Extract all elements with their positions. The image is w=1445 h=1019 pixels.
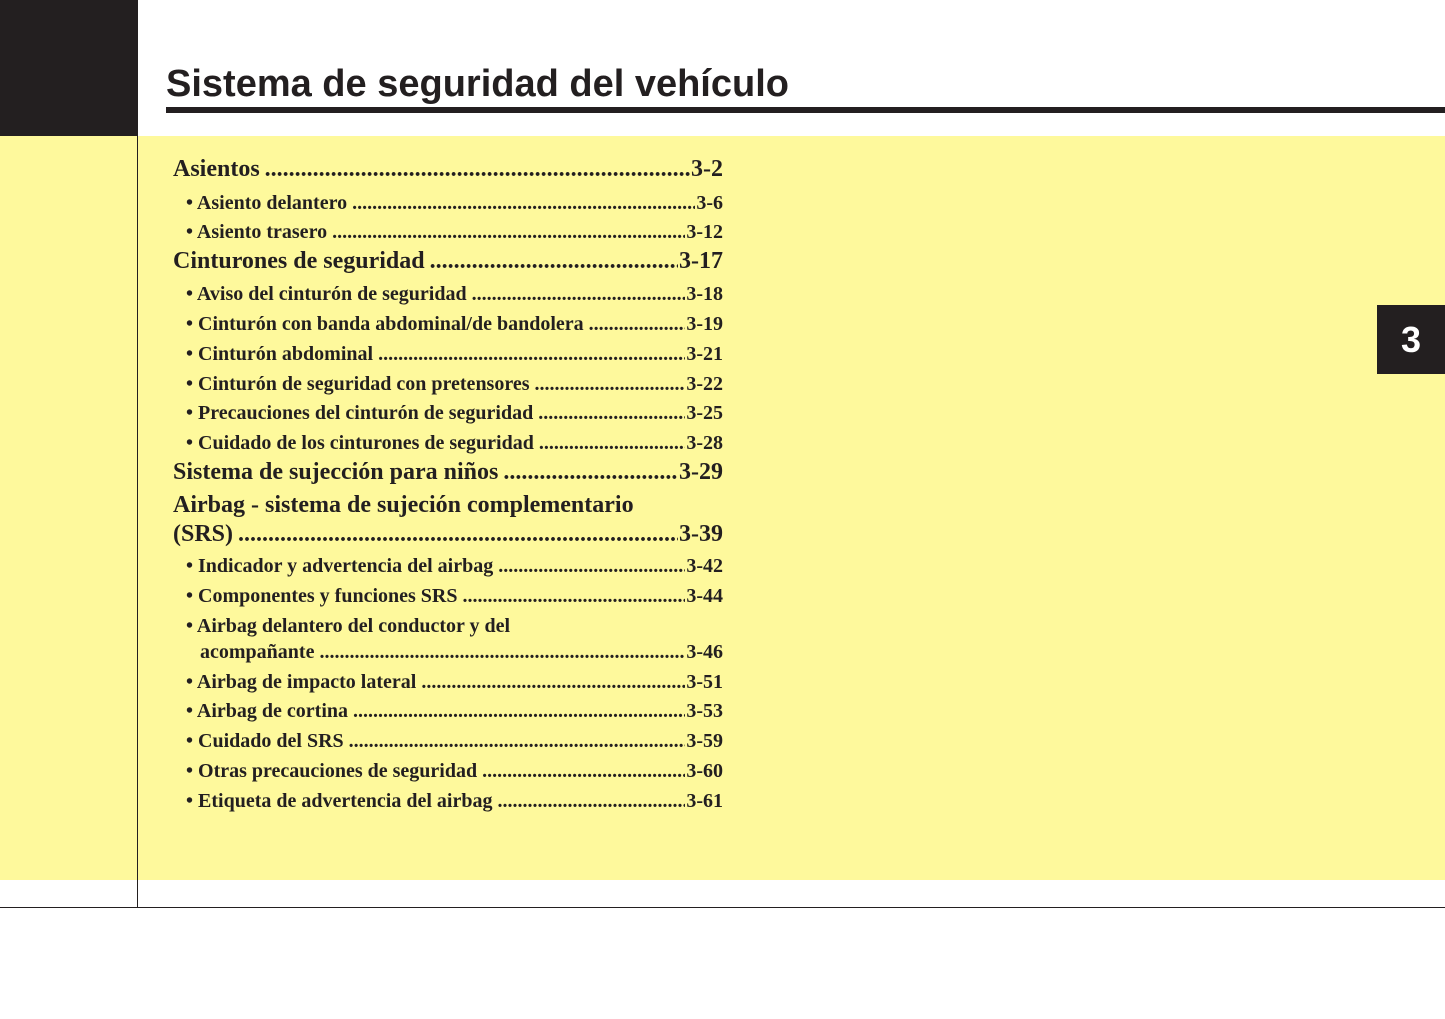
toc-entry-text: Asiento delantero bbox=[196, 192, 348, 214]
toc-entry-page: 3-51 bbox=[686, 671, 723, 693]
bullet-icon: • bbox=[186, 313, 194, 335]
bullet-icon: • bbox=[186, 671, 194, 693]
corner-block bbox=[0, 0, 138, 136]
toc-entry-etiqueta-airbag[interactable] bbox=[173, 790, 723, 813]
toc-entry-label bbox=[186, 432, 534, 455]
toc-entry-aviso-cinturon[interactable] bbox=[173, 283, 723, 306]
toc-entry-label bbox=[186, 671, 416, 694]
toc-entry-page: 3-61 bbox=[686, 790, 723, 812]
toc-entry-label: Cinturones de seguridad bbox=[173, 248, 425, 274]
bullet-icon: • bbox=[186, 615, 194, 637]
bullet-icon: • bbox=[186, 585, 194, 607]
toc-entry-cinturones[interactable] bbox=[173, 248, 723, 275]
toc-leader bbox=[353, 700, 685, 723]
toc-entry-text: Componentes y funciones SRS bbox=[198, 585, 458, 607]
toc-entry-text: Otras precauciones de seguridad bbox=[198, 760, 478, 782]
toc-entry-asiento-delantero[interactable] bbox=[173, 192, 723, 215]
toc-entry-page: 3-39 bbox=[679, 521, 723, 547]
toc-entry-label bbox=[186, 585, 458, 608]
page-title: Sistema de seguridad del vehículo bbox=[166, 63, 789, 105]
toc-leader bbox=[421, 671, 685, 694]
toc-leader bbox=[378, 343, 685, 366]
toc-entry-label: Sistema de sujección para niños bbox=[173, 459, 499, 485]
toc-entry-page: 3-28 bbox=[686, 432, 723, 454]
toc-entry-page: 3-53 bbox=[686, 700, 723, 722]
toc-entry-page: 3-44 bbox=[686, 585, 723, 607]
toc-entry-label bbox=[186, 373, 530, 396]
toc-entry-label bbox=[186, 790, 492, 813]
toc-entry-label bbox=[186, 313, 584, 336]
toc-leader bbox=[238, 521, 678, 548]
toc-entry-label bbox=[186, 730, 344, 753]
toc-entry-indicador-airbag[interactable] bbox=[173, 555, 723, 578]
toc-leader bbox=[589, 313, 686, 336]
toc-panel bbox=[0, 136, 1445, 880]
toc-entry-label bbox=[186, 283, 467, 306]
toc-entry-page: 3-60 bbox=[686, 760, 723, 782]
toc-leader bbox=[463, 585, 686, 608]
toc-entry-label bbox=[186, 402, 533, 425]
toc-leader bbox=[332, 221, 685, 244]
toc-entry-page: 3-19 bbox=[686, 313, 723, 335]
toc-entry-airbag-delantero-line1[interactable] bbox=[173, 615, 510, 638]
toc-entry-text: Cuidado del SRS bbox=[198, 730, 344, 752]
toc-entry-asientos[interactable] bbox=[173, 156, 723, 183]
toc-leader bbox=[349, 730, 686, 753]
toc-entry-label: acompañante bbox=[200, 641, 315, 663]
toc-leader bbox=[319, 641, 685, 664]
toc-entry-text: Cuidado de los cinturones de seguridad bbox=[198, 432, 534, 454]
toc-entry-text: Cinturón abdominal bbox=[198, 343, 374, 365]
toc-entry-page: 3-59 bbox=[686, 730, 723, 752]
bullet-icon: • bbox=[186, 790, 194, 812]
toc-entry-page: 3-21 bbox=[686, 343, 723, 365]
toc-entry-page: 3-29 bbox=[679, 459, 723, 485]
toc-entry-airbag-delantero[interactable] bbox=[173, 641, 723, 664]
bullet-icon: • bbox=[186, 373, 194, 395]
toc-leader bbox=[503, 459, 678, 486]
toc-entry-text: Etiqueta de advertencia del airbag bbox=[198, 790, 493, 812]
bullet-icon: • bbox=[186, 221, 194, 243]
title-rule bbox=[166, 107, 1445, 113]
toc-entry-page: 3-46 bbox=[686, 641, 723, 663]
toc-entry-label bbox=[186, 192, 347, 215]
toc-entry-text: Precauciones del cinturón de seguridad bbox=[198, 402, 534, 424]
toc-entry-label: (SRS) bbox=[173, 521, 234, 547]
toc-leader bbox=[430, 248, 678, 275]
toc-entry-cinturon-abdominal[interactable] bbox=[173, 343, 723, 366]
toc-entry-text: Cinturón de seguridad con pretensores bbox=[198, 373, 530, 395]
toc-entry-otras-precauciones[interactable] bbox=[173, 760, 723, 783]
toc-entry-text: Aviso del cinturón de seguridad bbox=[196, 283, 467, 305]
toc-entry-page: 3-17 bbox=[679, 248, 723, 274]
toc-entry-airbag-lateral[interactable] bbox=[173, 671, 723, 694]
bullet-icon: • bbox=[186, 432, 194, 454]
toc-entry-airbag-srs-line1[interactable]: Airbag - sistema de sujeción complementario bbox=[173, 492, 634, 518]
toc-entry-page: 3-12 bbox=[686, 221, 723, 243]
toc-entry-label bbox=[186, 555, 493, 578]
left-margin-rule bbox=[137, 136, 138, 908]
toc-leader bbox=[352, 192, 695, 215]
toc-entry-label bbox=[186, 700, 348, 723]
toc-entry-pretensores[interactable] bbox=[173, 373, 723, 396]
toc-leader bbox=[538, 402, 685, 425]
bullet-icon: • bbox=[186, 283, 194, 305]
toc-entry-text: Airbag delantero del conductor y del bbox=[196, 615, 511, 637]
toc-entry-page: 3-18 bbox=[686, 283, 723, 305]
bullet-icon: • bbox=[186, 730, 194, 752]
chapter-tab: 3 bbox=[1377, 305, 1445, 374]
toc-entry-airbag-cortina[interactable] bbox=[173, 700, 723, 723]
toc-leader bbox=[539, 432, 686, 455]
toc-entry-text: Airbag de impacto lateral bbox=[196, 671, 417, 693]
toc-leader bbox=[482, 760, 685, 783]
toc-entry-text: Cinturón con banda abdominal/de bandolera bbox=[198, 313, 584, 335]
bullet-icon: • bbox=[186, 192, 194, 214]
toc-leader bbox=[265, 156, 690, 183]
toc-entry-page: 3-6 bbox=[696, 192, 723, 214]
toc-entry-text: Asiento trasero bbox=[196, 221, 328, 243]
bullet-icon: • bbox=[186, 555, 194, 577]
toc-entry-cuidado-cinturones[interactable] bbox=[173, 432, 723, 455]
toc-entry-page: 3-22 bbox=[686, 373, 723, 395]
toc-entry-page: 3-42 bbox=[686, 555, 723, 577]
toc-entry-airbag-srs[interactable] bbox=[173, 521, 723, 548]
toc-entry-page: 3-2 bbox=[691, 156, 723, 182]
toc-entry-cuidado-srs[interactable] bbox=[173, 730, 723, 753]
toc-entry-precauciones-cinturon[interactable] bbox=[173, 402, 723, 425]
toc-entry-componentes-srs[interactable] bbox=[173, 585, 723, 608]
bullet-icon: • bbox=[186, 700, 194, 722]
toc-leader bbox=[535, 373, 686, 396]
toc-entry-label bbox=[186, 760, 477, 783]
toc-leader bbox=[497, 790, 685, 813]
toc-leader bbox=[472, 283, 686, 306]
bullet-icon: • bbox=[186, 760, 194, 782]
toc-entry-asiento-trasero[interactable] bbox=[173, 221, 723, 244]
toc-entry-label bbox=[186, 221, 327, 244]
bullet-icon: • bbox=[186, 402, 194, 424]
toc-entry-page: 3-25 bbox=[686, 402, 723, 424]
toc-leader bbox=[498, 555, 685, 578]
toc-entry-sujeccion-ninos[interactable] bbox=[173, 459, 723, 486]
bottom-rule bbox=[0, 907, 1445, 908]
toc-entry-text: Airbag de cortina bbox=[196, 700, 349, 722]
toc-entry-cinturon-banda[interactable] bbox=[173, 313, 723, 336]
toc-entry-label bbox=[186, 343, 373, 366]
toc-entry-label: Asientos bbox=[173, 156, 260, 182]
bullet-icon: • bbox=[186, 343, 194, 365]
toc-entry-text: Indicador y advertencia del airbag bbox=[198, 555, 494, 577]
